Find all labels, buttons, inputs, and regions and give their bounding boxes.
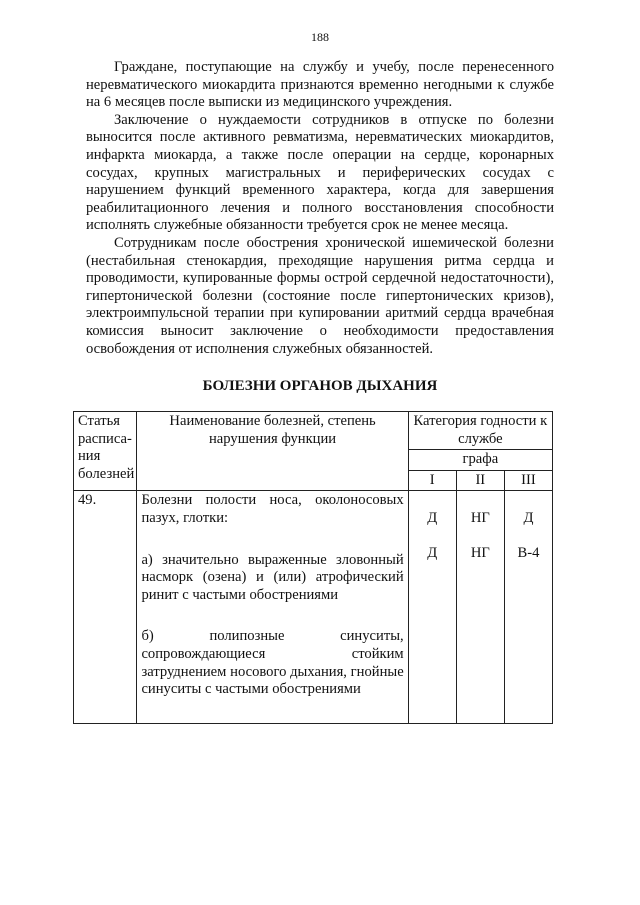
section-title: БОЛЕЗНИ ОРГАНОВ ДЫХАНИЯ (202, 378, 438, 394)
page-number: 188 (311, 30, 329, 44)
table-header-row (74, 412, 553, 450)
paragraph: Граждане, поступающие на службу и учебу, после перенесенного неревматического миокардита признаются временно негодными к службе на 6 месяцев после выписки из медицинского учреждения. (86, 59, 554, 111)
item-a-text: а) значительно выраженные зловонный насморк (озена) и (или) атрофический ринит с частыми обострениями (141, 551, 404, 603)
table-row (74, 491, 553, 724)
item-a-cat-3: Д (523, 509, 534, 526)
header-col-2: II (456, 470, 504, 491)
paragraph: Заключение о нуждаемости сотрудников в отпуске по болезни выносится после активного ревматизма, неревматических миокардитов, инфаркта миокарда, а также после операции на сердце, коронарных сосудах, крупных магистральных и периферических сосудах с нарушением функций временного характера, когда для завершения реабилитационного лечения и полного восстановления способности исполнять служебные обязанности требуется срок не менее месяца. (86, 111, 554, 234)
header-col-3: III (504, 470, 552, 491)
item-b-cat-3: В-4 (517, 545, 540, 562)
paragraph: Сотрудникам после обострения хронической ишемической болезни (нестабильная стенокардия, преходящие нарушения ритма сердца и проводимости, купированные формы острой сердечной недостаточности), гипертонической болезни (состояние после гипертонических кризов), электроимпульсной терапии при купировании аритмий сердца врачебная комиссия выносит заключение о необходимости предоставления освобождения от исполнения служебных обязанностей. (86, 234, 554, 357)
item-b-text: б) полипозные синуситы, сопровождающиеся стойким затруднением носового дыхания, гнойные синуситы с частыми обострениями (141, 628, 404, 698)
body-text (86, 59, 554, 358)
item-b-cat-1: Д (427, 545, 438, 562)
item-a-cat-2: НГ (470, 509, 490, 526)
header-col-1: I (408, 470, 456, 491)
category-col-1 (408, 491, 456, 724)
header-category: Категория годности к службе (408, 412, 552, 450)
item-a-cat-1: Д (427, 509, 438, 526)
row-title: Болезни полости носа, околоносовых пазух, глотки: (141, 492, 404, 526)
category-col-3 (504, 491, 552, 724)
row-article: 49. (74, 491, 137, 724)
item-b-cat-2: НГ (470, 545, 490, 562)
header-grafa: графа (408, 450, 552, 471)
row-description (137, 491, 408, 724)
header-article: Статья расписа-ния болезней (74, 412, 137, 491)
header-disease-name: Наименование болезней, степень нарушения функции (137, 412, 408, 491)
diseases-table (73, 411, 553, 724)
category-col-2 (456, 491, 504, 724)
